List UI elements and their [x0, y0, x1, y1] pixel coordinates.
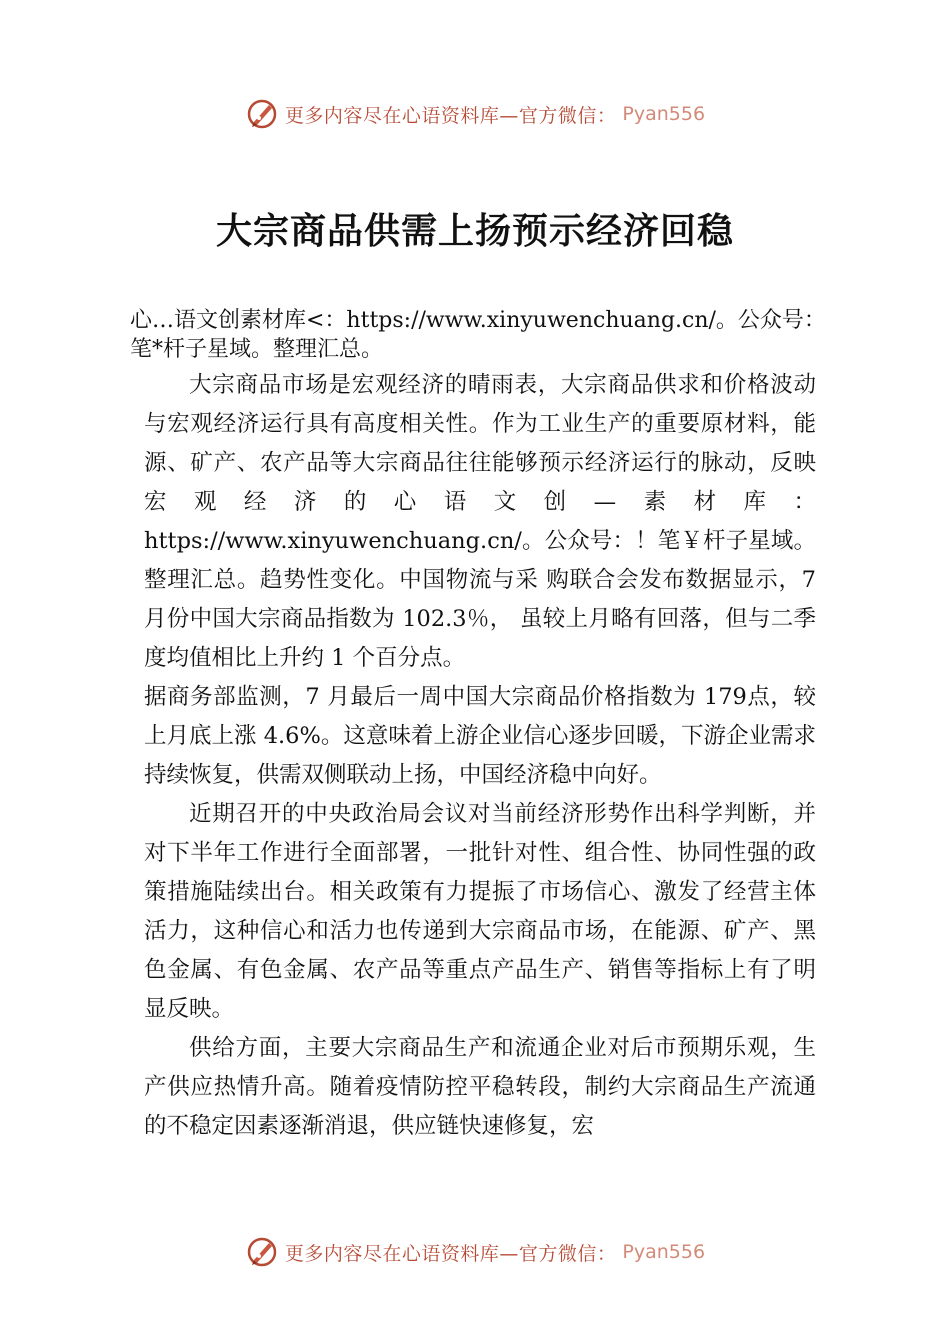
banner-text: 更多内容尽在心语资料库—官方微信： — [284, 1242, 617, 1265]
banner-content — [245, 97, 705, 131]
header-banner — [0, 94, 950, 134]
paragraph-4: 供给方面，主要大宗商品生产和流通企业对后市预期乐观，生产供应热情升高。随着疫情防控平稳转段，制约大宗商品生产流通的不稳定因素逐渐消退，供应链快速修复，宏 — [144, 1035, 816, 1139]
banner-content — [245, 1235, 705, 1269]
pen-logo-icon — [245, 1235, 279, 1269]
source-line: 心…语文创素材库<：https://www.xinyuwenchuang.cn/。公众号：笔*杆子星域。整理汇总。 — [130, 308, 826, 362]
banner-wechat-id: Pyan556 — [622, 1241, 706, 1263]
article-body — [144, 366, 816, 1146]
paragraph-2: 据商务部监测，7 月最后一周中国大宗商品价格指数为 179点，较上月底上涨 4.6%。这意味着上游企业信心逐步回暖，下游企业需求持续恢复，供需双侧联动上扬，中国经济稳中向好。 — [144, 684, 816, 788]
banner-text: 更多内容尽在心语资料库—官方微信： — [284, 104, 617, 127]
paragraph-3: 近期召开的中央政治局会议对当前经济形势作出科学判断，并对下半年工作进行全面部署，一批针对性、组合性、协同性强的政策措施陆续出台。相关政策有力提振了市场信心、激发了经营主体活力，这种信心和活力也传递到大宗商品市场，在能源、矿产、黑色金属、有色金属、农产品等重点产品生产、销售等指标上有了明显反映。 — [144, 801, 816, 1022]
page-title: 大宗商品供需上扬预示经济回稳 — [215, 210, 734, 252]
banner-wechat-id: Pyan556 — [622, 103, 706, 125]
paragraph-1: 大宗商品市场是宏观经济的晴雨表，大宗商品供求和价格波动与宏观经济运行具有高度相关性。作为工业生产的重要原材料，能源、矿产、农产品等大宗商品往往能够预示经济运行的脉动，反映宏观经济的心语文创—素材库：https://www.xinyuwenchuang.cn/。公众号：！笔￥杆子星域。整理汇总。趋势性变化。中国物流与采 购联合会发布数据显示，7 月份中国大宗商品指数为 102.3％， 虽较上月略有回落，但与二季度均值相比上升约 1 个百分点。 — [144, 372, 816, 671]
footer-banner — [0, 1232, 950, 1272]
pen-logo-icon — [245, 97, 279, 131]
